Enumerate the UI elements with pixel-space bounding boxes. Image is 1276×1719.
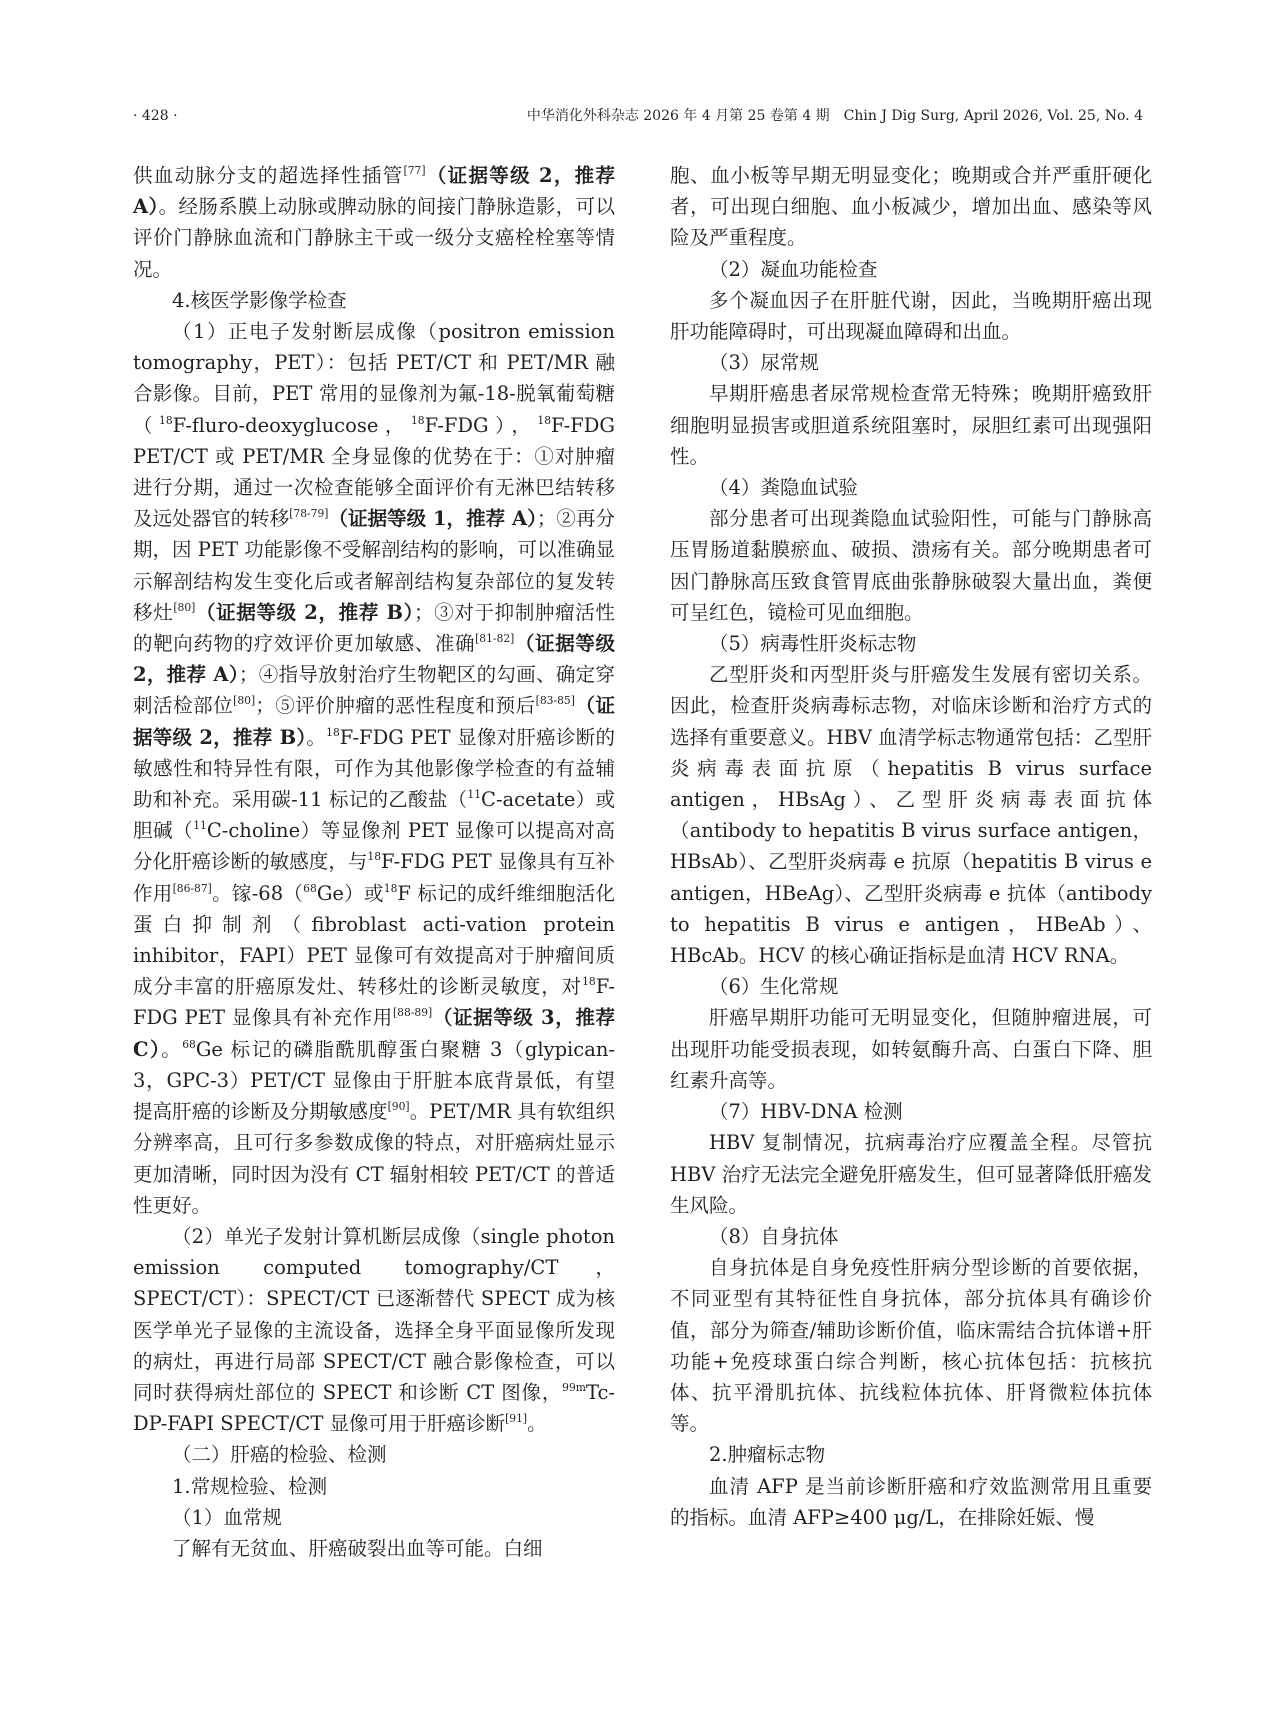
- paragraph-blood-continued: 胞、血小板等早期无明显变化；晚期或合并严重肝硬化者，可出现白细胞、血小板减少，增加出血、感染等风险及严重程度。: [670, 164, 1152, 250]
- text-run: F-FDG PET 显像具有补充作用: [133, 975, 615, 1030]
- citation: [88-89]: [392, 1006, 433, 1020]
- subsection-heading-tumor-marker: 2.肿瘤标志物: [709, 1443, 826, 1467]
- superscript: 18: [367, 850, 382, 864]
- journal-citation: 中华消化外科杂志 2026 年 4 月第 25 卷第 4 期 Chin J Dig Surg, April 2026, Vol. 25, No. 4: [526, 108, 1143, 124]
- paragraph-coagulation: 多个凝血因子在肝脏代谢，因此，当晚期肝癌出现肝功能障碍时，可出现凝血障碍和出血。: [670, 288, 1152, 344]
- text-run: C-choline）等显像剂 PET 显像可以提高对高分化肝癌诊断的敏感度，与: [133, 819, 615, 874]
- text-run: C-acetate）或胆碱（: [133, 788, 616, 843]
- superscript: 18: [326, 725, 340, 739]
- paragraph-blood: 了解有无贫血、肝癌破裂出血等可能。白细: [172, 1536, 543, 1560]
- paragraph-autoantibody: 自身抗体是自身免疫性肝病分型诊断的首要依据，不同亚型有其特征性自身抗体，部分抗体具有确诊价值，部分为筛查/辅助诊断价值，临床需结合抗体谱+肝功能+免疫球蛋白综合判断，核心抗体包括：抗核抗体、抗平滑肌抗体、抗线粒体抗体、肝肾微粒体抗体等。: [670, 1256, 1152, 1436]
- paragraph-spect: [133, 1221, 615, 1439]
- page-number: · 428 ·: [133, 108, 178, 124]
- subsection-heading-hbv-dna: （7）HBV-DNA 检测: [709, 1100, 903, 1124]
- evidence-level: （证据等级 1，推荐 A）: [328, 507, 537, 531]
- text-run: 供血动脉分支的超选择性插管: [133, 164, 404, 187]
- text-run: Tc-DP-FAPI SPECT/CT 显像可用于肝癌诊断: [133, 1380, 615, 1436]
- text-run: 。PET/MR 具有软组织分辨率高，且可行多参数成像的特点，对肝癌病灶显示更加清晰，同时因为没有 CT 辐射相较 PET/CT 的普适性更好。: [133, 1100, 615, 1217]
- text-run: F-FDG PET/CT 或 PET/MR 全身显像的优势在于：①对肿瘤进行分期，通过一次检查能够全面评价有无淋巴结转移及远处器官的转移: [133, 413, 615, 531]
- paragraph-urine: 早期肝癌患者尿常规检查常无特殊；晚期肝癌致肝细胞明显损害或胆道系统阻塞时，尿胆红素可出现强阳性。: [670, 382, 1152, 468]
- superscript: 18: [383, 881, 398, 895]
- superscript: 68: [303, 881, 317, 895]
- section-heading-nuclear-imaging: 4.核医学影像学检查: [172, 288, 347, 312]
- text-run: 。: [306, 725, 327, 749]
- paragraph-biochem: 肝癌早期肝功能可无明显变化，但随肿瘤进展，可出现肝功能受损表现，如转氨酶升高、白蛋白下降、胆红素升高等。: [670, 1006, 1152, 1092]
- section-heading-lab-tests: （二）肝癌的检验、检测: [172, 1443, 387, 1467]
- paragraph-angiography: [133, 160, 615, 285]
- text-run: （2）单光子发射计算机断层成像（single photon emission computed tomography/CT，SPECT/CT）：SPECT/CT 已逐渐替代 SPECT 成为核医学单光子显像的主流设备，选择全身平面显像所发现的病灶，再进行局部 SPECT/CT 融合影像检查，可以同时获得病灶部位的 SPECT 和诊断 CT 图像，: [133, 1224, 615, 1404]
- superscript: 18: [537, 413, 552, 427]
- text-run: （1）正电子发射断层成像（positron emission tomography，PET）：包括 PET/CT 和 PET/MR 融合影像。目前，PET 常用的显像剂为氟-18-脱氧葡萄糖（: [133, 320, 615, 437]
- citation: [91]: [505, 1412, 528, 1426]
- subsection-heading-autoantibody: （8）自身抗体: [709, 1224, 839, 1248]
- citation: [80]: [173, 600, 196, 614]
- superscript: 99m: [562, 1380, 586, 1394]
- subsection-heading-routine: 1.常规检验、检测: [172, 1474, 328, 1498]
- citation: [77]: [403, 163, 426, 177]
- citation: [86-87]: [172, 881, 212, 895]
- paragraph-viral: 乙型肝炎和丙型肝炎与肝癌发生发展有密切关系。因此，检查肝炎病毒标志物，对临床诊断和治疗方式的选择有重要意义。HBV 血清学标志物通常包括：乙型肝炎病毒表面抗原（hepatitis B virus surface antigen，HBsAg）、乙型肝炎病毒表面抗体（antibody to hepatitis B virus surface antigen，HBsAb）、乙型肝炎病毒 e 抗原（hepatitis B virus e antigen，HBeAg）、乙型肝炎病毒 e 抗体（antibody to hepatitis B virus e antigen，HBeAb）、HBcAb。HCV 的核心确证指标是血清 HCV RNA。: [670, 663, 1152, 968]
- text-run: F-FDG PET 显像具有互补作用: [133, 850, 615, 905]
- evidence-level: （证据等级 2，推荐 A）: [133, 632, 615, 687]
- text-run: Ge）或: [316, 881, 384, 905]
- superscript: 11: [467, 788, 482, 802]
- superscript: 18: [159, 413, 173, 427]
- subsection-heading-urine: （3）尿常规: [709, 351, 819, 375]
- evidence-level: （证据等级 2，推荐 B）: [195, 600, 414, 624]
- superscript: 11: [193, 819, 207, 833]
- text-run: ；④指导放射治疗生物靶区的勾画、确定穿刺活检部位: [133, 663, 615, 718]
- citation: [81-82]: [475, 632, 515, 646]
- subsection-heading-blood: （1）血常规: [172, 1505, 282, 1529]
- superscript: 18: [410, 413, 425, 427]
- evidence-level: （证据等级 2，推荐 B）: [133, 694, 615, 749]
- paragraph-hbv-dna: HBV 复制情况，抗病毒治疗应覆盖全程。尽管抗 HBV 治疗无法完全避免肝癌发生，但可显著降低肝癌发生风险。: [670, 1131, 1152, 1217]
- citation: [83-85]: [535, 694, 575, 708]
- citation: [78-79]: [289, 507, 329, 521]
- text-run: ；②再分期，因 PET 功能影像不受解剖结构的影响，可以准确显示解剖结构发生变化后或者解剖结构复杂部位的复发转移灶: [133, 507, 615, 624]
- text-run: ；③对于抑制肿瘤活性的靶向药物的疗效评价更加敏感、准确: [133, 600, 615, 656]
- paragraph-pet: [133, 316, 615, 1221]
- running-header: [133, 104, 1143, 128]
- text-run: 。: [161, 1037, 183, 1061]
- right-column: [670, 160, 1152, 1533]
- subsection-heading-coagulation: （2）凝血功能检查: [709, 257, 878, 281]
- evidence-level: （证据等级 2，推荐 A）: [133, 164, 615, 219]
- subsection-heading-biochem: （6）生化常规: [709, 975, 839, 999]
- subsection-heading-viral: （5）病毒性肝炎标志物: [709, 632, 917, 656]
- paragraph-tumor-marker: 血清 AFP 是当前诊断肝癌和疗效监测常用且重要的指标。血清 AFP≥400 μg/L，在排除妊娠、慢: [670, 1474, 1152, 1529]
- text-run: 。镓-68（: [211, 881, 304, 905]
- text-run: Ge 标记的磷脂酰肌醇蛋白聚糖 3（glypican-3，GPC-3）PET/CT 显像由于肝脏本底背景低，有望提高肝癌的诊断及分期敏感度: [133, 1037, 615, 1124]
- evidence-level: （证据等级 3，推荐 C）: [133, 1006, 615, 1061]
- text-run: 。经肠系膜上动脉或脾动脉的间接门静脉造影，可以评价门静脉血流和门静脉主干或一级分支癌栓栓塞等情况。: [133, 195, 615, 281]
- superscript: 68: [182, 1037, 196, 1051]
- text-run: F-FDG PET 显像对肝癌诊断的敏感性和特异性有限，可作为其他影像学检查的有益辅助和补充。采用碳-11 标记的乙酸盐（: [133, 725, 615, 812]
- text-run: 。: [527, 1412, 547, 1436]
- text-run: F-fluro-deoxyglucose，: [172, 413, 411, 437]
- text-run: ；⑤评价肿瘤的恶性程度和预后: [255, 694, 536, 718]
- subsection-heading-fecal: （4）粪隐血试验: [709, 476, 858, 500]
- paragraph-fecal: 部分患者可出现粪隐血试验阳性，可能与门静脉高压胃肠道黏膜瘀血、破损、溃疡有关。部分晚期患者可因门静脉高压致食管胃底曲张静脉破裂大量出血，粪便可呈红色，镜检可见血细胞。: [670, 507, 1152, 624]
- citation: [90]: [387, 1100, 410, 1114]
- citation: [80]: [233, 694, 256, 708]
- text-run: F 标记的成纤维细胞活化蛋白抑制剂（fibroblast acti-vation protein inhibitor，FAPI）PET 显像可有效提高对于肿瘤间质成分丰富的肝癌原发灶、转移灶的诊断灵敏度，对: [133, 881, 615, 999]
- superscript: 18: [582, 975, 596, 989]
- left-column: [133, 160, 615, 1564]
- text-run: F-FDG），: [424, 413, 538, 437]
